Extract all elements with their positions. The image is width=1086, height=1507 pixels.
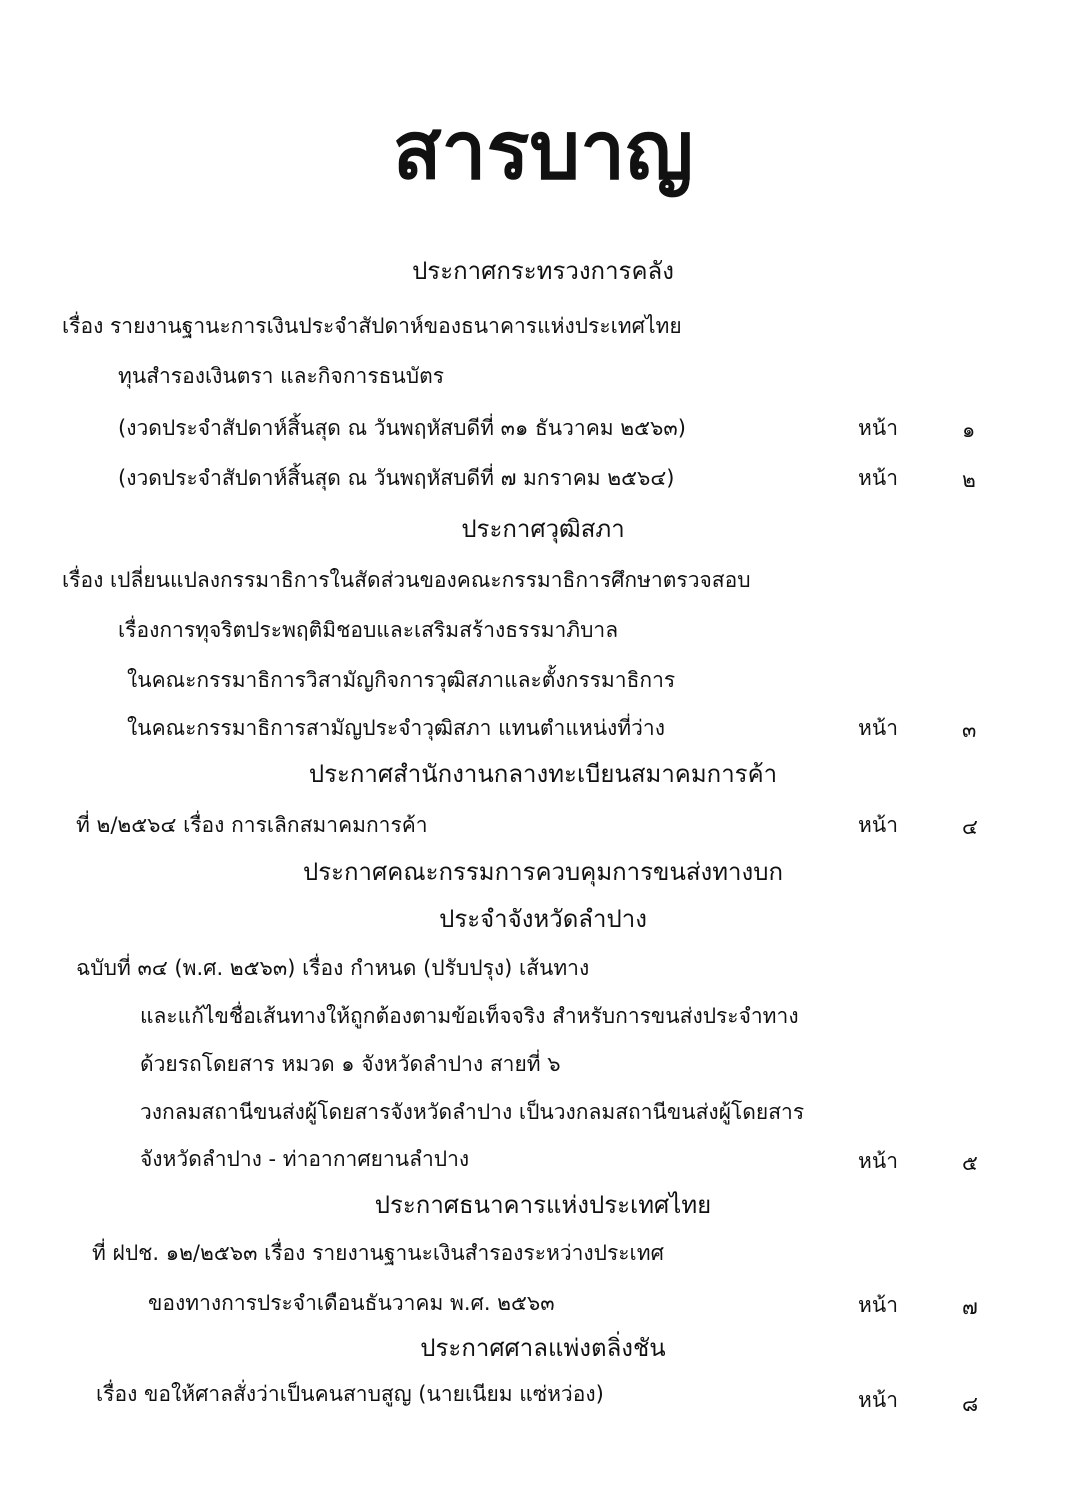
page-number: ๒: [962, 468, 976, 492]
entry-line: เรื่อง ขอให้ศาลสั่งว่าเป็นคนสาบสูญ (นายเนียม แซ่หว่อง): [96, 1382, 604, 1406]
section-heading-bank-of-thailand: ประกาศธนาคารแห่งประเทศไทย: [374, 1191, 712, 1219]
page-label: หน้า: [858, 1149, 898, 1173]
page-label: หน้า: [858, 416, 898, 440]
page-number: ๔: [962, 815, 978, 839]
entry-line: และแก้ไขชื่อเส้นทางให้ถูกต้องตามข้อเท็จจริง สำหรับการขนส่งประจำทาง: [140, 1004, 799, 1028]
page-title: สารบาญ: [392, 103, 694, 197]
page-number: ๑: [962, 418, 976, 442]
entry-line: เรื่อง เปลี่ยนแปลงกรรมาธิการในสัดส่วนของคณะกรรมาธิการศึกษาตรวจสอบ: [62, 568, 751, 592]
section-heading-senate: ประกาศวุฒิสภา: [461, 515, 625, 543]
entry-line: (งวดประจำสัปดาห์สิ้นสุด ณ วันพฤหัสบดีที่ ๓๑ ธันวาคม ๒๕๖๓): [118, 416, 686, 440]
entry-line: ในคณะกรรมาธิการวิสามัญกิจการวุฒิสภาและตั้งกรรมาธิการ: [127, 668, 676, 692]
page-number: ๘: [962, 1392, 979, 1416]
section-heading-land-transport: ประกาศคณะกรรมการควบคุมการขนส่งทางบก: [303, 858, 783, 886]
entry-line: ที่ ฝปช. ๑๒/๒๕๖๓ เรื่อง รายงานฐานะเงินสำรองระหว่างประเทศ: [92, 1241, 664, 1265]
page-label: หน้า: [858, 813, 898, 837]
section-heading-taling-chan-court: ประกาศศาลแพ่งตลิ่งชัน: [420, 1334, 666, 1362]
page-label: หน้า: [858, 1388, 898, 1412]
page-label: หน้า: [858, 1293, 898, 1317]
entry-line: ด้วยรถโดยสาร หมวด ๑ จังหวัดลำปาง สายที่ ๖: [140, 1052, 561, 1076]
entry-line: ในคณะกรรมาธิการสามัญประจำวุฒิสภา แทนตำแหน่งที่ว่าง: [127, 716, 665, 740]
entry-line: ที่ ๒/๒๕๖๔ เรื่อง การเลิกสมาคมการค้า: [76, 813, 428, 837]
entry-line: ของทางการประจำเดือนธันวาคม พ.ศ. ๒๕๖๓: [148, 1291, 555, 1315]
page-label: หน้า: [858, 716, 898, 740]
page-number: ๓: [962, 718, 977, 742]
page-number: ๕: [962, 1151, 978, 1175]
page-label: หน้า: [858, 466, 898, 490]
section-heading-trade-association: ประกาศสำนักงานกลางทะเบียนสมาคมการค้า: [308, 760, 778, 788]
entry-line: เรื่อง รายงานฐานะการเงินประจำสัปดาห์ของธนาคารแห่งประเทศไทย: [62, 314, 682, 338]
entry-line: (งวดประจำสัปดาห์สิ้นสุด ณ วันพฤหัสบดีที่ ๗ มกราคม ๒๕๖๔): [118, 466, 675, 490]
section-heading-finance: ประกาศกระทรวงการคลัง: [412, 257, 674, 285]
entry-line: เรื่องการทุจริตประพฤติมิชอบและเสริมสร้างธรรมาภิบาล: [118, 618, 619, 642]
section-heading-land-transport-province: ประจำจังหวัดลำปาง: [439, 905, 647, 933]
entry-line: ทุนสำรองเงินตรา และกิจการธนบัตร: [118, 364, 445, 388]
entry-line: วงกลมสถานีขนส่งผู้โดยสารจังหวัดลำปาง เป็นวงกลมสถานีขนส่งผู้โดยสาร: [140, 1100, 805, 1124]
page-number: ๗: [962, 1295, 978, 1319]
entry-line: ฉบับที่ ๓๔ (พ.ศ. ๒๕๖๓) เรื่อง กำหนด (ปรับปรุง) เส้นทาง: [76, 956, 590, 980]
entry-line: จังหวัดลำปาง - ท่าอากาศยานลำปาง: [140, 1147, 470, 1171]
